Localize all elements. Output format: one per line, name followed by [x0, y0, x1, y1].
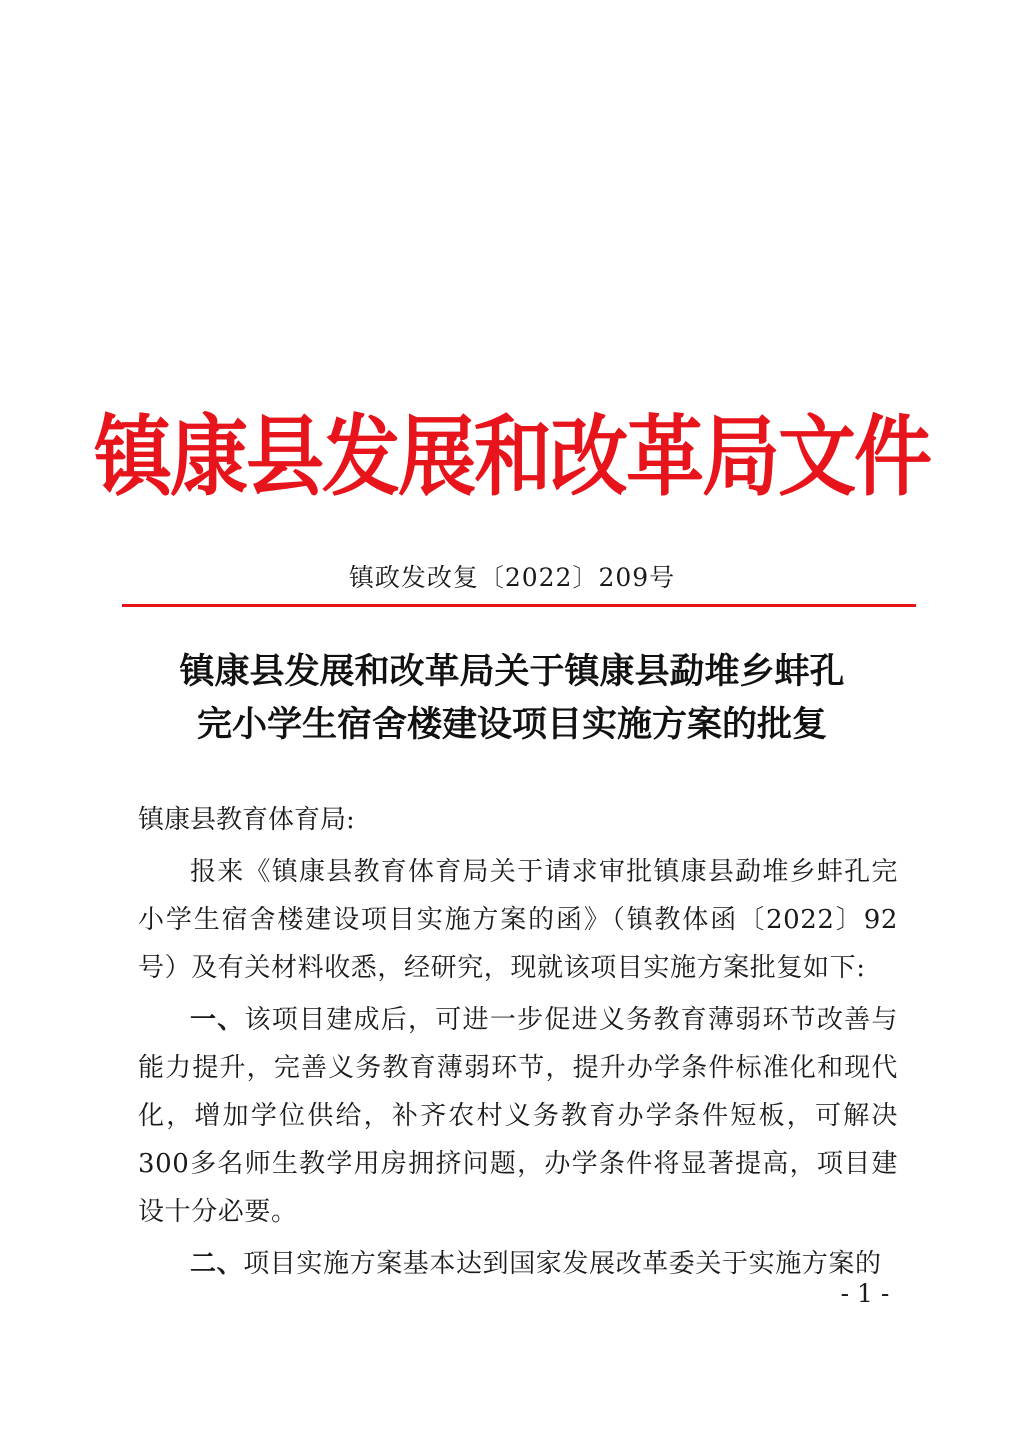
- document-title-line-1: 镇康县发展和改革局关于镇康县勐堆乡蚌孔: [179, 652, 845, 692]
- body-paragraph-3: [138, 1240, 898, 1288]
- body-paragraph-1: 报来《镇康县教育体育局关于请求审批镇康县勐堆乡蚌孔完小学生宿舍楼建设项目实施方案的函》（镇教体函〔2022〕92号）及有关材料收悉，经研究，现就该项目实施方案批复如下:: [138, 857, 898, 983]
- section-one-text: 该项目建成后，可进一步促进义务教育薄弱环节改善与能力提升，完善义务教育薄弱环节，提升办学条件标准化和现代化，增加学位供给，补齐农村义务教育办学条件短板，可解决300多名师生教学用房拥挤问题，办学条件将显著提高，项目建设十分必要。: [138, 1005, 898, 1227]
- body-paragraph-2: [138, 996, 898, 1236]
- document-title-line-2: 完小学生宿舍楼建设项目实施方案的批复: [196, 705, 827, 745]
- document-title: [100, 646, 924, 752]
- document-number: 镇政发改复〔2022〕209号: [348, 563, 676, 592]
- document-body: [138, 796, 898, 1292]
- section-two-text: 项目实施方案基本达到国家发展改革委关于实施方案的: [243, 1249, 882, 1279]
- page-number: - 1 -: [840, 1279, 890, 1308]
- document-masthead: 镇康县发展和改革局文件: [93, 407, 930, 509]
- section-one-lead: 一、: [190, 1005, 245, 1035]
- red-divider-rule: [122, 604, 916, 607]
- section-two-lead: 二、: [190, 1249, 244, 1279]
- salutation: 镇康县教育体育局:: [138, 805, 355, 835]
